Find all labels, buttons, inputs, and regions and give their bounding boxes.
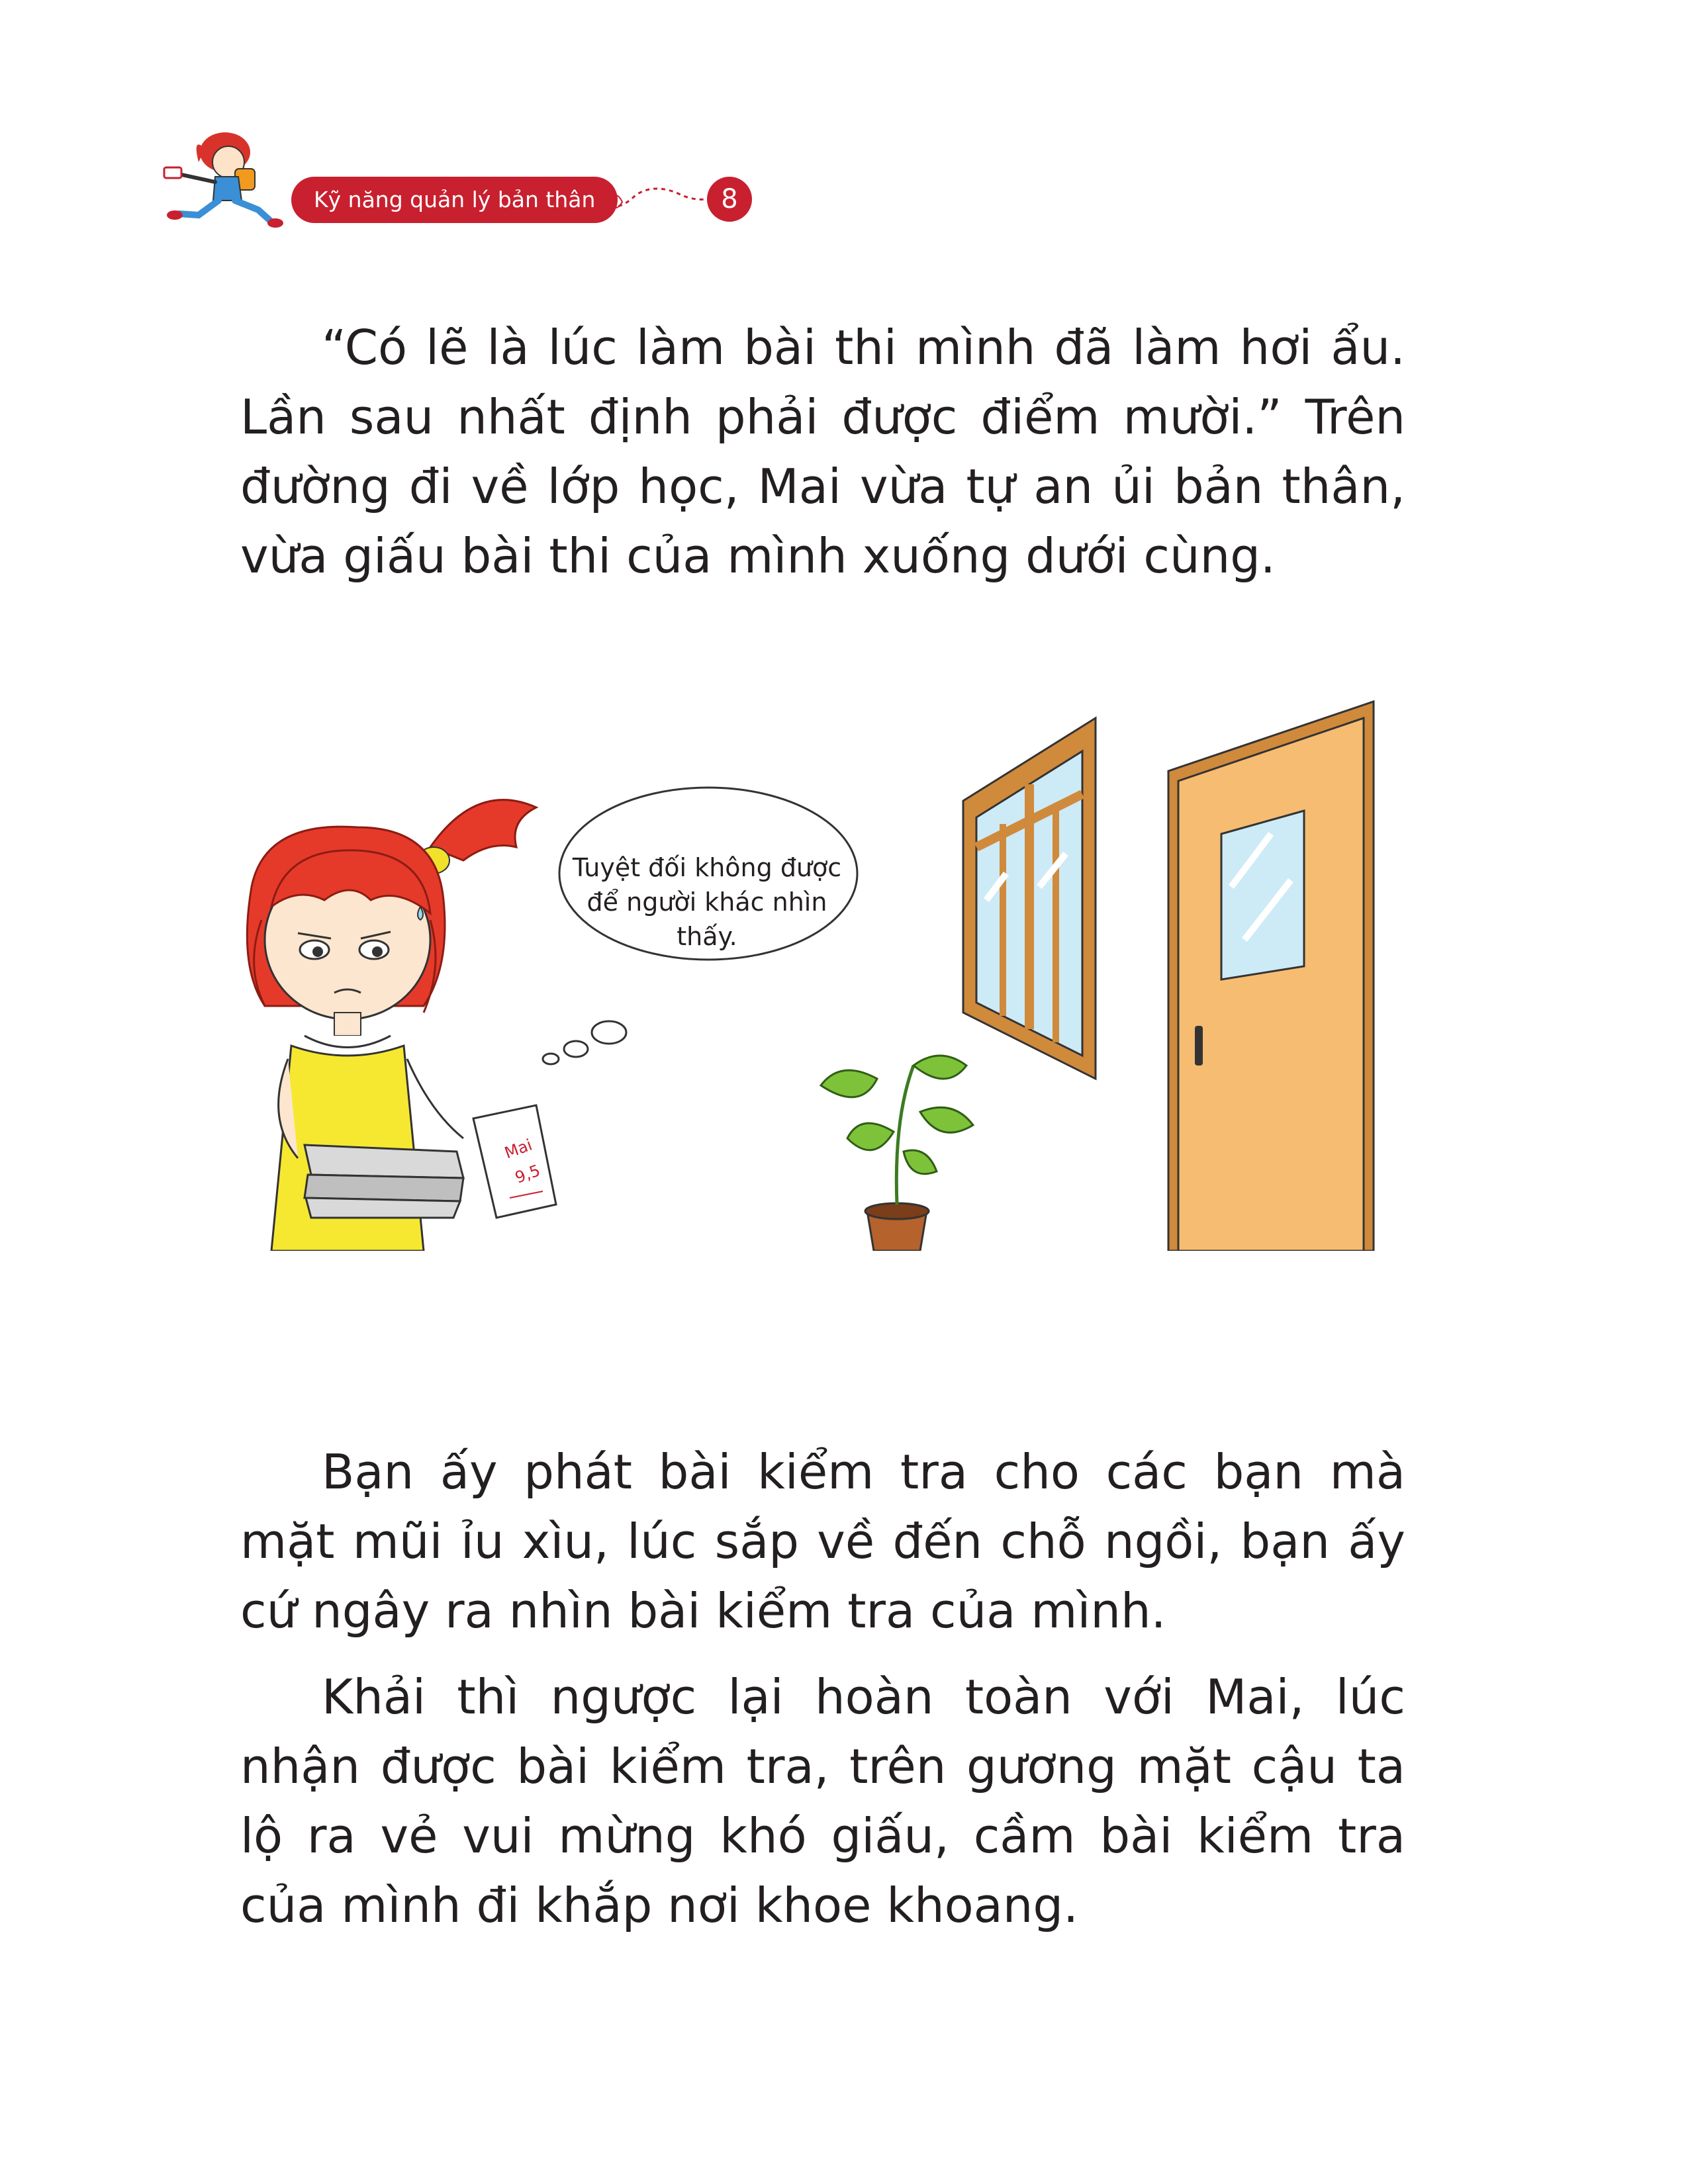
paper-score-label: 9,5 xyxy=(512,1161,543,1187)
story-illustration xyxy=(225,688,1417,1251)
test-paper xyxy=(473,1105,556,1218)
page-number-badge: 8 xyxy=(707,177,752,222)
window xyxy=(963,718,1096,1079)
paragraph-1: “Có lẽ là lúc làm bài thi mình đã làm hơi ẩu. Lần sau nhất định phải được điểm mười.” Trên đường đi về lớp học, Mai vừa tự an ủi bản thân, vừa giấu bài thi của mình xuống dưới cùng. xyxy=(240,320,1405,584)
paragraph-2: Bạn ấy phát bài kiểm tra cho các bạn mà mặt mũi ỉu xìu, lúc sắp về đến chỗ ngồi, bạn ấy cứ ngây ra nhìn bài kiểm tra của mình. xyxy=(240,1444,1405,1639)
page-header xyxy=(152,122,748,255)
paper-stack xyxy=(305,1145,463,1218)
door xyxy=(1168,702,1374,1251)
paper-name-label: Mai xyxy=(502,1135,535,1163)
book-title-chip: Kỹ năng quản lý bản thân xyxy=(291,177,618,223)
thought-bubble-text: Tuyệt đối không được để người khác nhìn thấy. xyxy=(572,853,842,951)
potted-plant xyxy=(821,1056,973,1251)
paragraph-3: Khải thì ngược lại hoàn toàn với Mai, lúc nhận được bài kiểm tra, trên gương mặt cậu ta lộ ra vẻ vui mừng khó giấu, cầm bài kiểm tra của mình đi khắp nơi khoe khoang. xyxy=(240,1669,1405,1933)
